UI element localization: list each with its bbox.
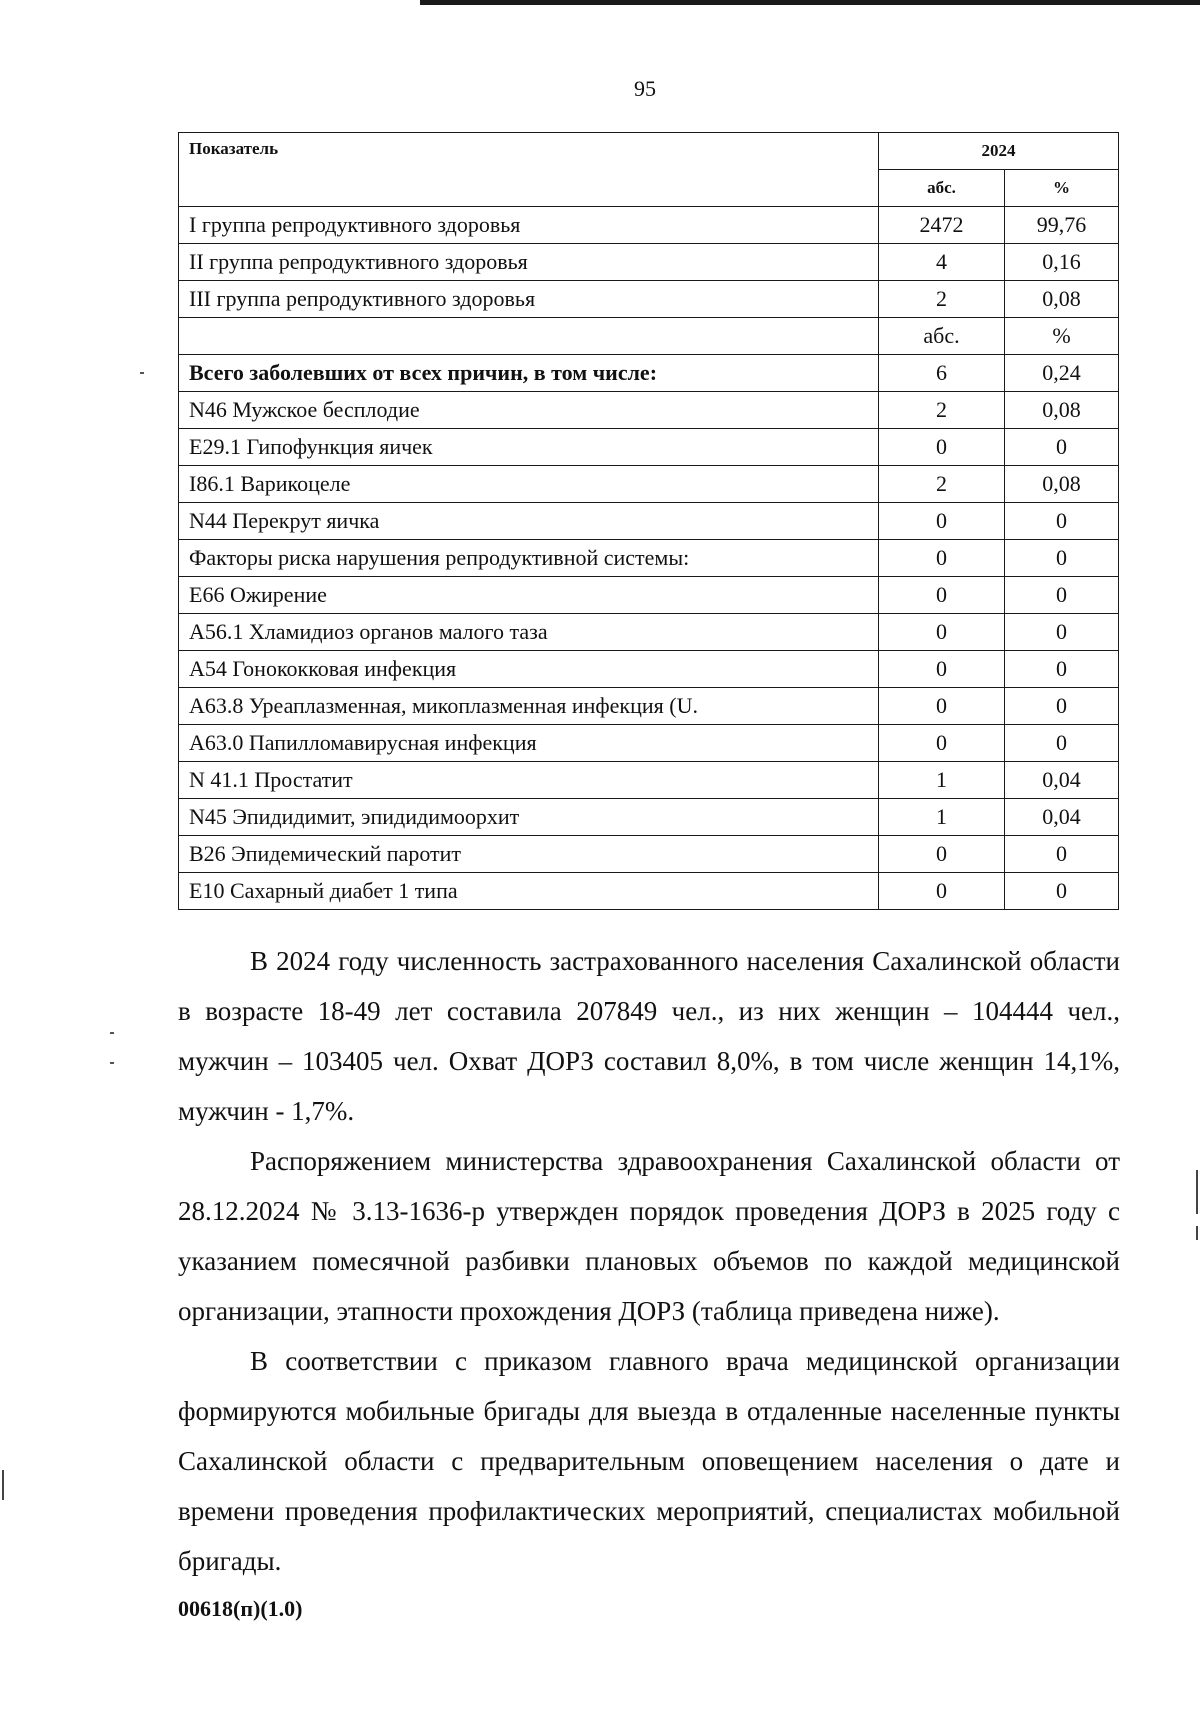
row-pct-value: 0,08 <box>1005 466 1119 503</box>
row-label: III группа репродуктивного здоровья <box>179 281 879 318</box>
row-label: A56.1 Хламидиоз органов малого таза <box>179 614 879 651</box>
table-row <box>179 244 1119 281</box>
row-pct-value: 0 <box>1005 873 1119 910</box>
document-code: 00618(п)(1.0) <box>178 1596 303 1621</box>
page-number: 95 <box>634 76 656 101</box>
row-pct-value: 0 <box>1005 651 1119 688</box>
row-pct-value: % <box>1005 318 1119 355</box>
row-label: E10 Сахарный диабет 1 типа <box>179 873 879 910</box>
row-pct-value: 0,16 <box>1005 244 1119 281</box>
table-row <box>179 688 1119 725</box>
table-row <box>179 466 1119 503</box>
row-pct-value: 0 <box>1005 429 1119 466</box>
row-abs-value: 0 <box>879 651 1005 688</box>
row-abs-value: 0 <box>879 577 1005 614</box>
row-label <box>179 318 879 355</box>
row-pct-value: 0 <box>1005 614 1119 651</box>
row-abs-value: 4 <box>879 244 1005 281</box>
table-row <box>179 762 1119 799</box>
row-pct-value: 0,04 <box>1005 799 1119 836</box>
scan-dot <box>140 372 144 374</box>
table-row <box>179 651 1119 688</box>
table-row <box>179 503 1119 540</box>
paragraph-mobile-teams: В соответствии с приказом главного врача медицинской организации формируются мобильные бригады для выезда в отдаленные населенные пункты Сахалинской области с предварительным оповещением населения о дате и времени проведения профилактических мероприятий, специалистах мобильной бригады. <box>178 1346 1120 1576</box>
row-abs-value: 2 <box>879 281 1005 318</box>
row-pct-value: 0 <box>1005 688 1119 725</box>
row-abs-value: 6 <box>879 355 1005 392</box>
row-pct-value: 0,08 <box>1005 392 1119 429</box>
row-label: I86.1 Варикоцеле <box>179 466 879 503</box>
row-abs-value: 1 <box>879 799 1005 836</box>
row-abs-value: 2 <box>879 466 1005 503</box>
scan-mark <box>2 1470 4 1500</box>
row-label: A54 Гонококковая инфекция <box>179 651 879 688</box>
row-abs-value: 0 <box>879 688 1005 725</box>
table-row <box>179 725 1119 762</box>
row-label: II группа репродуктивного здоровья <box>179 244 879 281</box>
row-pct-value: 0,24 <box>1005 355 1119 392</box>
paragraph-order: Распоряжением министерства здравоохранения Сахалинской области от 28.12.2024 № 3.13-1636-р утвержден порядок проведения ДОРЗ в 2025 году с указанием помесячной разбивки плановых объемов по каждой медицинской организации, этапности прохождения ДОРЗ (таблица приведена ниже). <box>178 1146 1120 1326</box>
scan-dot <box>110 1062 114 1064</box>
row-pct-value: 0 <box>1005 503 1119 540</box>
header-year: 2024 <box>879 133 1119 170</box>
paragraph-coverage: В 2024 году численность застрахованного населения Сахалинской области в возрасте 18-49 лет составила 207849 чел., из них женщин – 104444 чел., мужчин – 103405 чел. Охват ДОРЗ составил 8,0%, в том числе женщин 14,1%, мужчин - 1,7%. <box>178 946 1120 1126</box>
statistics-table <box>178 132 1119 910</box>
row-pct-value: 0,04 <box>1005 762 1119 799</box>
row-label: N44 Перекрут яичка <box>179 503 879 540</box>
row-abs-value: 0 <box>879 540 1005 577</box>
row-pct-value: 0 <box>1005 577 1119 614</box>
row-abs-value: 0 <box>879 836 1005 873</box>
row-abs-value: 0 <box>879 614 1005 651</box>
table-row <box>179 355 1119 392</box>
row-label: N45 Эпидидимит, эпидидимоорхит <box>179 799 879 836</box>
row-label: N 41.1 Простатит <box>179 762 879 799</box>
table-row <box>179 540 1119 577</box>
header-abs: абс. <box>879 170 1005 207</box>
row-label: A63.0 Папилломавирусная инфекция <box>179 725 879 762</box>
scan-dot <box>110 1032 114 1034</box>
header-pct: % <box>1005 170 1119 207</box>
row-label: I группа репродуктивного здоровья <box>179 207 879 244</box>
table-header-row <box>179 133 1119 170</box>
row-label: N46 Мужское бесплодие <box>179 392 879 429</box>
row-label: Всего заболевших от всех причин, в том числе: <box>179 355 879 392</box>
row-abs-value: абс. <box>879 318 1005 355</box>
table-row <box>179 207 1119 244</box>
table-row <box>179 799 1119 836</box>
table-row <box>179 873 1119 910</box>
row-abs-value: 1 <box>879 762 1005 799</box>
row-pct-value: 0 <box>1005 540 1119 577</box>
table-row <box>179 281 1119 318</box>
table-row <box>179 577 1119 614</box>
table-row <box>179 392 1119 429</box>
table-body <box>179 133 1119 910</box>
row-abs-value: 2 <box>879 392 1005 429</box>
row-label: A63.8 Уреаплазменная, микоплазменная инфекция (U. <box>179 688 879 725</box>
table-row <box>179 836 1119 873</box>
row-label: E29.1 Гипофункция яичек <box>179 429 879 466</box>
row-pct-value: 0 <box>1005 725 1119 762</box>
row-abs-value: 2472 <box>879 207 1005 244</box>
row-pct-value: 0 <box>1005 836 1119 873</box>
row-pct-value: 99,76 <box>1005 207 1119 244</box>
header-indicator: Показатель <box>179 133 879 207</box>
row-abs-value: 0 <box>879 503 1005 540</box>
row-abs-value: 0 <box>879 429 1005 466</box>
scan-top-edge <box>420 0 1200 5</box>
row-abs-value: 0 <box>879 725 1005 762</box>
body-text <box>178 936 1120 1586</box>
row-label: Факторы риска нарушения репродуктивной системы: <box>179 540 879 577</box>
row-pct-value: 0,08 <box>1005 281 1119 318</box>
row-label: B26 Эпидемический паротит <box>179 836 879 873</box>
row-label: E66 Ожирение <box>179 577 879 614</box>
scan-mark <box>1196 1170 1198 1214</box>
scan-mark <box>1196 1226 1198 1240</box>
table-row <box>179 318 1119 355</box>
table-row <box>179 614 1119 651</box>
table-row <box>179 429 1119 466</box>
row-abs-value: 0 <box>879 873 1005 910</box>
